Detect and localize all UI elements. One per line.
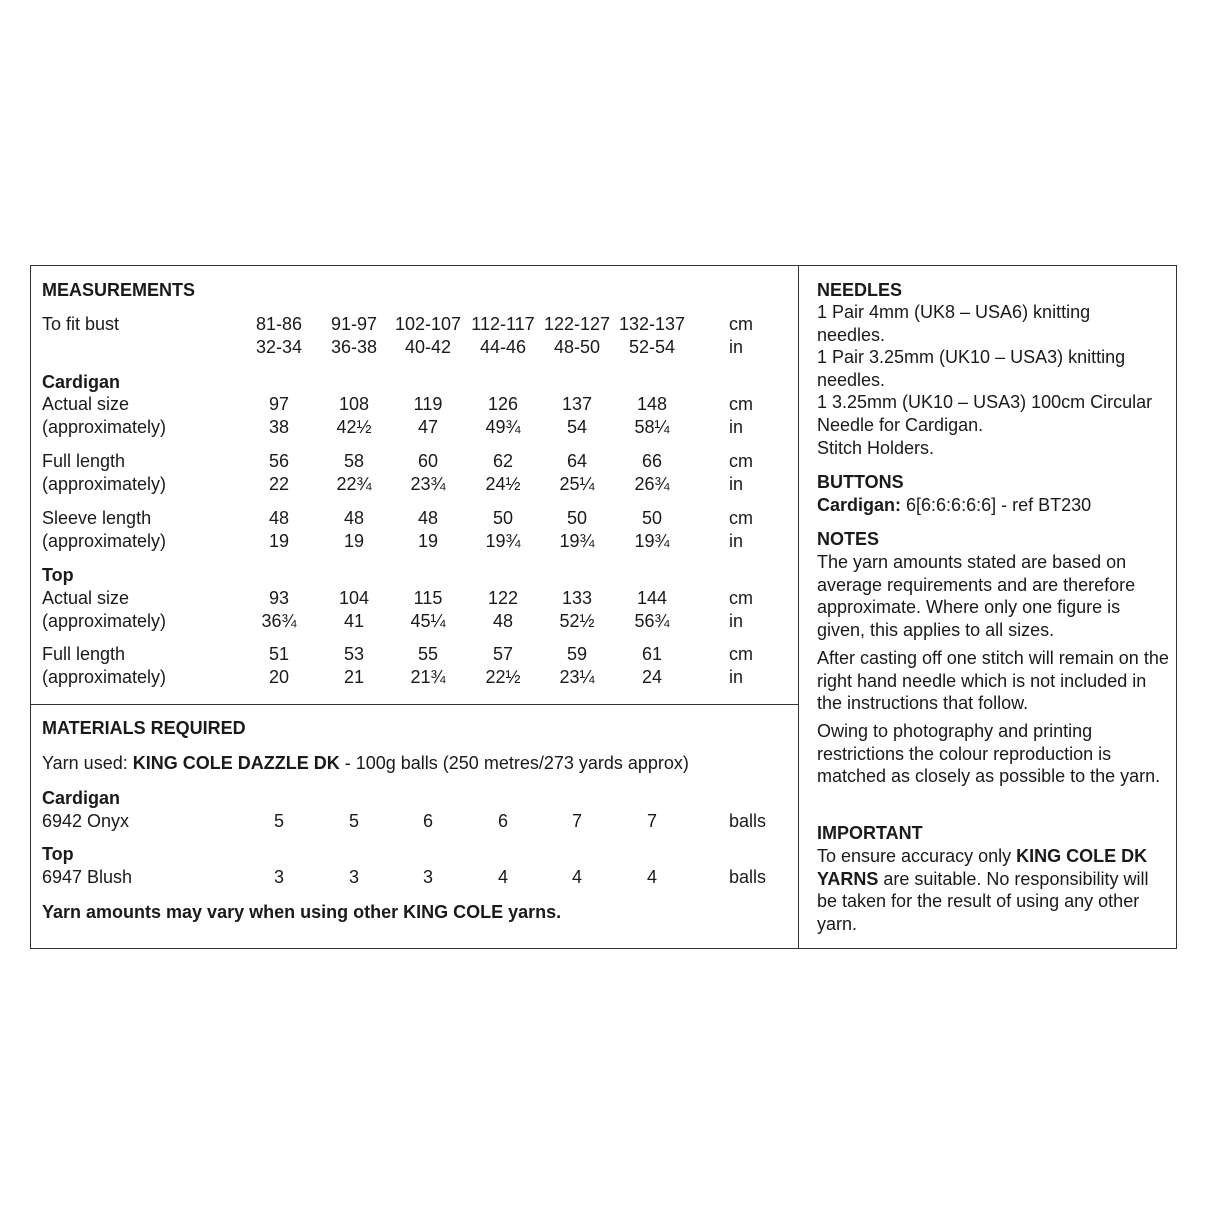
cardigan-sleeve-in-row-label: (approximately) <box>42 531 167 551</box>
cardigan-sleeve-cm-row-cell: 50 <box>641 508 663 528</box>
top-balls-row-label: 6947 Blush <box>42 867 133 887</box>
fit-bust-cm-row-label: To fit bust <box>42 314 120 334</box>
cardigan-full-cm-row-cell: 60 <box>417 451 439 471</box>
cardigan-actual-cm-row-cell: 137 <box>561 394 593 414</box>
materials-top-title: Top <box>42 844 74 864</box>
cardigan-sleeve-in-row-cell: 19 <box>417 531 439 551</box>
cardigan-balls-row-cell: 5 <box>348 811 359 831</box>
cardigan-full-in-row-label: (approximately) <box>42 474 167 494</box>
cardigan-section-title: Cardigan <box>42 372 121 392</box>
yarn-name: KING COLE DAZZLE DK <box>132 753 340 773</box>
cardigan-full-cm-row-cell: 56 <box>268 451 290 471</box>
fit-bust-in-row-cell: 44-46 <box>479 337 527 357</box>
important-bold: KING COLE DK YARNS <box>817 846 1148 889</box>
yarn-used-line <box>42 752 689 774</box>
cardigan-actual-cm-row-cell: 97 <box>268 394 290 414</box>
cardigan-sleeve-cm-row-cell: 48 <box>268 508 290 528</box>
cardigan-sleeve-cm-row-cell: 48 <box>417 508 439 528</box>
top-actual-in-row-cell: 48 <box>492 611 514 631</box>
cardigan-full-cm-row-cell: 66 <box>641 451 663 471</box>
cardigan-actual-cm-row-label: Actual size <box>42 394 130 414</box>
notes-para-2: After casting off one stitch will remain on the right hand needle which is not included in the instructions that follow. <box>817 648 1169 714</box>
materials-heading: MATERIALS REQUIRED <box>42 718 246 738</box>
notes-para-3: Owing to photography and printing restrictions the colour reproduction is matched as closely as possible to the yarn. <box>817 721 1161 787</box>
notes-heading: NOTES <box>817 529 880 549</box>
buttons-label: Cardigan: <box>817 495 902 515</box>
cardigan-sleeve-cm-row-unit: cm <box>729 508 753 528</box>
top-full-in-row-cell: 21 <box>343 667 365 687</box>
cardigan-full-cm-row-cell: 64 <box>566 451 588 471</box>
section-divider <box>30 704 799 705</box>
needles-text: 1 Pair 4mm (UK8 – USA6) knitting needles. 1 Pair 3.25mm (UK10 – USA3) knitting needles. 1 3.25mm (UK10 – USA3) 100cm Circular Needle for Cardigan. Stitch Holders. <box>817 302 1153 458</box>
top-actual-cm-row-unit: cm <box>729 588 753 608</box>
cardigan-actual-in-row-cell: 54 <box>566 417 588 437</box>
cardigan-full-in-row-cell: 24½ <box>485 474 521 494</box>
cardigan-full-cm-row-label: Full length <box>42 451 126 471</box>
cardigan-balls-row-cell: 7 <box>571 811 582 831</box>
top-full-cm-row-unit: cm <box>729 644 753 664</box>
cardigan-actual-cm-row-cell: 148 <box>636 394 668 414</box>
materials-cardigan-title: Cardigan <box>42 788 121 808</box>
cardigan-balls-row-cell: 5 <box>273 811 284 831</box>
cardigan-balls-row-cell: 6 <box>422 811 433 831</box>
fit-bust-in-row-cell: 52-54 <box>628 337 676 357</box>
cardigan-balls-row-label: 6942 Onyx <box>42 811 130 831</box>
top-balls-row-cell: 4 <box>497 867 508 887</box>
yarn-prefix: Yarn used: <box>42 753 133 773</box>
top-actual-cm-row-cell: 122 <box>487 588 519 608</box>
top-balls-row-cell: 4 <box>646 867 657 887</box>
fit-bust-cm-row-cell: 91-97 <box>330 314 378 334</box>
fit-bust-cm-row-cell: 102-107 <box>394 314 462 334</box>
cardigan-full-in-row-cell: 22 <box>268 474 290 494</box>
top-balls-row-unit: balls <box>729 867 767 887</box>
top-actual-in-row-cell: 52½ <box>559 611 595 631</box>
top-actual-cm-row-cell: 93 <box>268 588 290 608</box>
buttons-heading: BUTTONS <box>817 472 904 492</box>
cardigan-full-in-row-cell: 22¾ <box>336 474 372 494</box>
top-actual-in-row-label: (approximately) <box>42 611 167 631</box>
top-full-cm-row-cell: 57 <box>492 644 514 664</box>
important-pre: To ensure accuracy only <box>817 846 1017 866</box>
cardigan-actual-cm-row-cell: 108 <box>338 394 370 414</box>
fit-bust-cm-row-cell: 112-117 <box>471 314 535 334</box>
top-full-in-row-cell: 22½ <box>485 667 521 687</box>
column-divider <box>798 265 799 949</box>
buttons-line <box>817 494 1091 516</box>
cardigan-sleeve-in-row-cell: 19¾ <box>485 531 521 551</box>
cardigan-sleeve-in-row-cell: 19 <box>268 531 290 551</box>
top-balls-row-cell: 3 <box>422 867 433 887</box>
fit-bust-cm-row-cell: 122-127 <box>543 314 611 334</box>
important-text <box>817 845 1167 935</box>
fit-bust-in-row-cell: 32-34 <box>255 337 303 357</box>
top-actual-in-row-cell: 36¾ <box>261 611 297 631</box>
top-full-in-row-cell: 23¼ <box>559 667 595 687</box>
top-balls-row-cell: 3 <box>273 867 284 887</box>
top-actual-cm-row-cell: 115 <box>413 588 443 608</box>
cardigan-sleeve-cm-row-label: Sleeve length <box>42 508 152 528</box>
top-balls-row-cell: 3 <box>348 867 359 887</box>
cardigan-full-in-row-cell: 26¾ <box>634 474 670 494</box>
top-full-in-row-cell: 20 <box>268 667 290 687</box>
cardigan-balls-row-cell: 7 <box>646 811 657 831</box>
cardigan-sleeve-in-row-cell: 19¾ <box>634 531 670 551</box>
yarn-suffix: - 100g balls (250 metres/273 yards approx) <box>339 753 689 773</box>
cardigan-actual-in-row-cell: 49¾ <box>485 417 521 437</box>
cardigan-actual-in-row-unit: in <box>729 417 744 437</box>
top-full-in-row-cell: 21¾ <box>410 667 446 687</box>
top-actual-in-row-cell: 41 <box>343 611 365 631</box>
top-actual-cm-row-cell: 144 <box>636 588 668 608</box>
cardigan-actual-cm-row-unit: cm <box>729 394 753 414</box>
fit-bust-in-row-cell: 36-38 <box>330 337 378 357</box>
cardigan-sleeve-in-row-cell: 19 <box>343 531 365 551</box>
fit-bust-cm-row-unit: cm <box>729 314 753 334</box>
top-actual-in-row-cell: 45¼ <box>410 611 446 631</box>
fit-bust-in-row-cell: 40-42 <box>404 337 452 357</box>
cardigan-actual-in-row-cell: 47 <box>417 417 439 437</box>
cardigan-full-in-row-cell: 25¼ <box>559 474 595 494</box>
fit-bust-in-row-cell: 48-50 <box>553 337 601 357</box>
needles-heading: NEEDLES <box>817 280 903 300</box>
top-full-cm-row-cell: 53 <box>343 644 365 664</box>
top-full-cm-row-label: Full length <box>42 644 126 664</box>
cardigan-balls-row-cell: 6 <box>497 811 508 831</box>
top-full-in-row-unit: in <box>729 667 744 687</box>
cardigan-sleeve-in-row-unit: in <box>729 531 744 551</box>
notes-para-1: The yarn amounts stated are based on average requirements and are therefore approximate. Where only one figure is given, this applies to all sizes. <box>817 552 1136 640</box>
cardigan-sleeve-in-row-cell: 19¾ <box>559 531 595 551</box>
top-actual-cm-row-cell: 133 <box>561 588 593 608</box>
materials-footnote: Yarn amounts may vary when using other KING COLE yarns. <box>42 902 562 922</box>
top-actual-in-row-unit: in <box>729 611 744 631</box>
fit-bust-cm-row-cell: 132-137 <box>618 314 686 334</box>
top-full-in-row-label: (approximately) <box>42 667 167 687</box>
cardigan-sleeve-cm-row-cell: 48 <box>343 508 365 528</box>
cardigan-actual-cm-row-cell: 126 <box>487 394 519 414</box>
cardigan-full-cm-row-cell: 62 <box>492 451 514 471</box>
buttons-value: 6[6:6:6:6:6] - ref BT230 <box>901 495 1092 515</box>
important-post: are suitable. No responsibility will be taken for the result of using any other yarn. <box>817 868 1149 934</box>
measurements-heading: MEASUREMENTS <box>42 280 196 300</box>
cardigan-full-cm-row-unit: cm <box>729 451 753 471</box>
top-full-cm-row-cell: 55 <box>417 644 439 664</box>
top-full-cm-row-cell: 59 <box>566 644 588 664</box>
fit-bust-cm-row-cell: 81-86 <box>255 314 303 334</box>
cardigan-actual-cm-row-cell: 119 <box>413 394 443 414</box>
top-section-title: Top <box>42 565 74 585</box>
top-full-cm-row-cell: 61 <box>641 644 663 664</box>
important-heading: IMPORTANT <box>817 823 923 843</box>
cardigan-full-in-row-cell: 23¾ <box>410 474 446 494</box>
cardigan-actual-in-row-cell: 58¼ <box>634 417 670 437</box>
cardigan-balls-row-unit: balls <box>729 811 767 831</box>
cardigan-actual-in-row-cell: 42½ <box>336 417 372 437</box>
top-full-cm-row-cell: 51 <box>268 644 290 664</box>
top-actual-in-row-cell: 56¾ <box>634 611 670 631</box>
fit-bust-in-row-unit: in <box>729 337 744 357</box>
top-actual-cm-row-label: Actual size <box>42 588 130 608</box>
cardigan-full-in-row-unit: in <box>729 474 744 494</box>
top-actual-cm-row-cell: 104 <box>338 588 370 608</box>
top-full-in-row-cell: 24 <box>641 667 663 687</box>
top-balls-row-cell: 4 <box>571 867 582 887</box>
cardigan-sleeve-cm-row-cell: 50 <box>492 508 514 528</box>
cardigan-sleeve-cm-row-cell: 50 <box>566 508 588 528</box>
cardigan-actual-in-row-label: (approximately) <box>42 417 167 437</box>
cardigan-full-cm-row-cell: 58 <box>343 451 365 471</box>
cardigan-actual-in-row-cell: 38 <box>268 417 290 437</box>
